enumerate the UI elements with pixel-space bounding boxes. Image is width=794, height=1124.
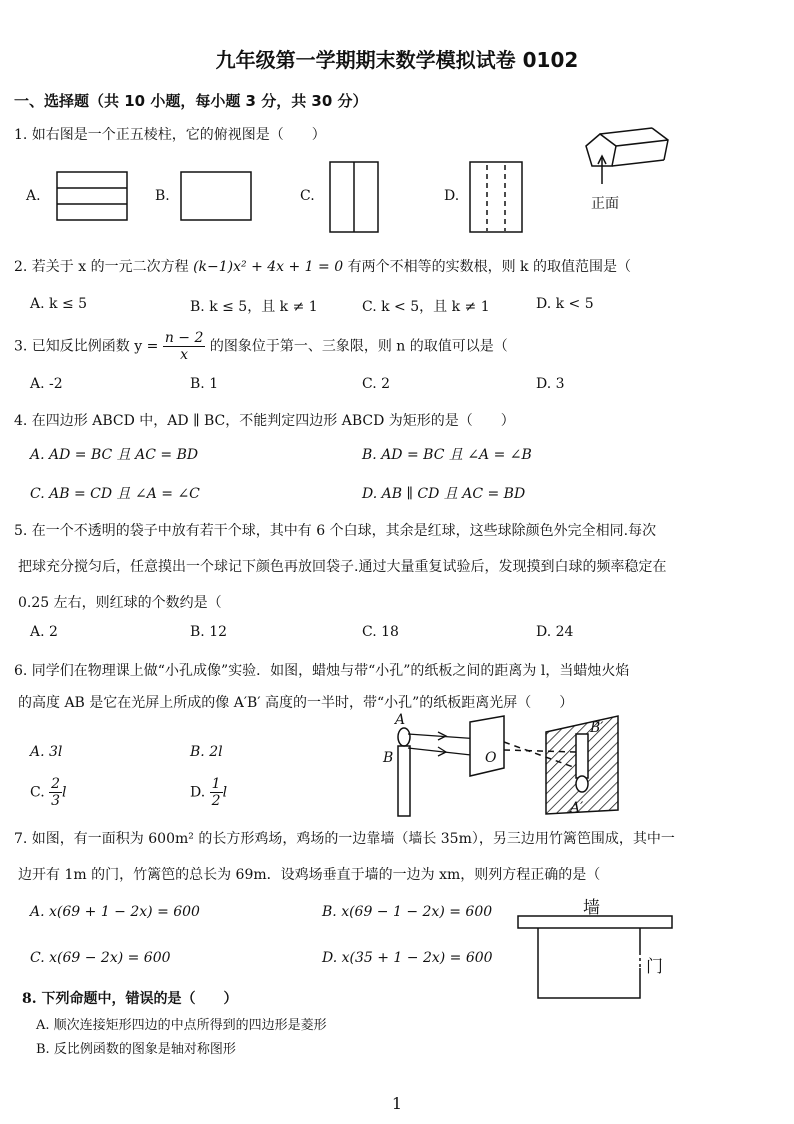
q3-option-c: C. 2	[362, 376, 391, 392]
q6-option-c-denominator: 3	[51, 793, 61, 809]
label-a: A	[395, 712, 406, 728]
q2-option-b: B. k ≤ 5，且 k ≠ 1	[190, 299, 318, 315]
q6-option-b: B. 2l	[190, 744, 223, 760]
q1-option-b-label: B.	[155, 188, 170, 204]
q7-option-b: B. x(69 − 1 − 2x) = 600	[322, 904, 493, 920]
q6-option-d-denominator: 2	[211, 793, 221, 809]
q7-option-d: D. x(35 + 1 − 2x) = 600	[322, 950, 493, 966]
q3-fraction	[163, 330, 206, 363]
q3-option-d: D. 3	[536, 376, 565, 392]
q5-option-d: D. 24	[536, 624, 574, 640]
label-a-prime: A′	[570, 800, 584, 816]
q3-stem-start: 3. 已知反比例函数 y =	[14, 338, 159, 355]
q6-option-d-fraction	[210, 776, 223, 809]
q4-option-c: C. AB = CD 且 ∠A = ∠C	[30, 486, 200, 502]
q2-option-c: C. k < 5，且 k ≠ 1	[362, 299, 490, 315]
q5-option-c: C. 18	[362, 624, 399, 640]
q2-option-d: D. k < 5	[536, 296, 594, 312]
q3-fraction-denominator: x	[180, 347, 189, 363]
q6-option-c-label: C.	[30, 784, 45, 801]
q3-option-a: A. -2	[30, 376, 63, 392]
q8-stem: 8. 下列命题中，错误的是（ ）	[22, 991, 238, 1007]
q6-option-c-numerator: 2	[51, 776, 61, 792]
q2-option-a: A. k ≤ 5	[30, 296, 88, 312]
q3-option-b: B. 1	[190, 376, 219, 392]
q3-stem	[14, 330, 508, 363]
q5-line-3: 0.25 左右，则红球的个数约是（	[18, 595, 222, 611]
q1-option-d-figure	[469, 161, 525, 235]
q6-option-c-variable: l	[62, 784, 67, 801]
q1-option-a-label: A.	[26, 188, 41, 204]
q8-option-a: A. 顺次连接矩形四边的中点所得到的四边形是菱形	[36, 1018, 327, 1033]
pentagonal-prism-figure	[582, 124, 682, 194]
q6-option-d-variable: l	[222, 784, 228, 801]
q6-option-d-label: D.	[190, 784, 206, 801]
candle-flame	[398, 728, 410, 746]
q5-option-b: B. 12	[190, 624, 228, 640]
candle-body	[398, 746, 410, 816]
q2-stem	[14, 256, 631, 276]
label-b-prime: B′	[590, 720, 604, 736]
q8-option-b: B. 反比例函数的图象是轴对称图形	[36, 1042, 236, 1057]
q1-option-c-label: C.	[300, 188, 315, 204]
q6-option-a: A. 3l	[30, 744, 63, 760]
q6-option-d	[190, 776, 227, 809]
q2-equation: (k−1)x² + 4x + 1 = 0	[193, 259, 344, 275]
q4-option-b: B. AD = BC 且 ∠A = ∠B	[362, 447, 532, 463]
pinhole-board	[470, 716, 504, 776]
wall-label: 墙	[583, 898, 600, 918]
q6-line-2: 的高度 AB 是它在光屏上所成的像 A′B′ 高度的一半时，带“小孔”的纸板距离光屏（ ）	[18, 695, 574, 711]
q6-option-c-fraction	[49, 776, 62, 809]
q2-stem-end: 有两个不相等的实数根，则 k 的取值范围是（	[347, 259, 631, 275]
q1-figure-caption: 正面	[591, 196, 619, 212]
q3-stem-end: 的图象位于第一、三象限，则 n 的取值可以是（	[209, 338, 508, 355]
section-heading: 一、选择题（共 10 小题，每小题 3 分，共 30 分）	[14, 92, 368, 110]
page-title: 九年级第一学期期末数学模拟试卷 0102	[215, 48, 579, 72]
label-o: O	[485, 750, 497, 766]
q7-option-c: C. x(69 − 2x) = 600	[30, 950, 171, 966]
q5-line-2: 把球充分搅匀后，任意摸出一个球记下颜色再放回袋子.通过大量重复试验后，发现摸到白球的频率稳定在	[18, 559, 667, 575]
page-number: 1	[391, 1094, 403, 1113]
door-label: 门	[646, 957, 663, 977]
q7-line-1: 7. 如图，有一面积为 600m² 的长方形鸡场，鸡场的一边靠墙（墙长 35m），另三边用竹篱笆围成，其中一	[14, 831, 675, 847]
q6-option-c	[30, 776, 67, 809]
q1-option-c-figure	[329, 161, 379, 235]
q6-line-1: 6. 同学们在物理课上做“小孔成像”实验．如图，蜡烛与带“小孔”的纸板之间的距离为 l，当蜡烛火焰	[14, 663, 630, 679]
q3-fraction-numerator: n − 2	[164, 330, 204, 346]
q4-stem: 4. 在四边形 ABCD 中，AD ∥ BC，不能判定四边形 ABCD 为矩形的是（ ）	[14, 413, 515, 429]
q5-option-a: A. 2	[30, 624, 58, 640]
q1-stem: 1. 如右图是一个正五棱柱，它的俯视图是（ ）	[14, 127, 326, 143]
q4-option-a: A. AD = BC 且 AC = BD	[30, 447, 199, 463]
q4-option-d: D. AB ∥ CD 且 AC = BD	[362, 486, 526, 502]
q7-line-2: 边开有 1m 的门，竹篱笆的总长为 69m．设鸡场垂直于墙的一边为 xm，则列方程正确的是（	[18, 867, 601, 883]
q5-line-1: 5. 在一个不透明的袋子中放有若干个球，其中有 6 个白球，其余是红球，这些球除颜色外完全相同.每次	[14, 523, 657, 539]
q2-stem-start: 2. 若关于 x 的一元二次方程	[14, 259, 189, 275]
q1-option-a-figure	[56, 171, 128, 223]
label-b: B	[383, 750, 394, 766]
q6-option-d-numerator: 1	[211, 776, 221, 792]
q1-option-d-label: D.	[444, 188, 460, 204]
q7-option-a: A. x(69 + 1 − 2x) = 600	[30, 904, 200, 920]
q1-option-b-figure	[180, 171, 252, 223]
